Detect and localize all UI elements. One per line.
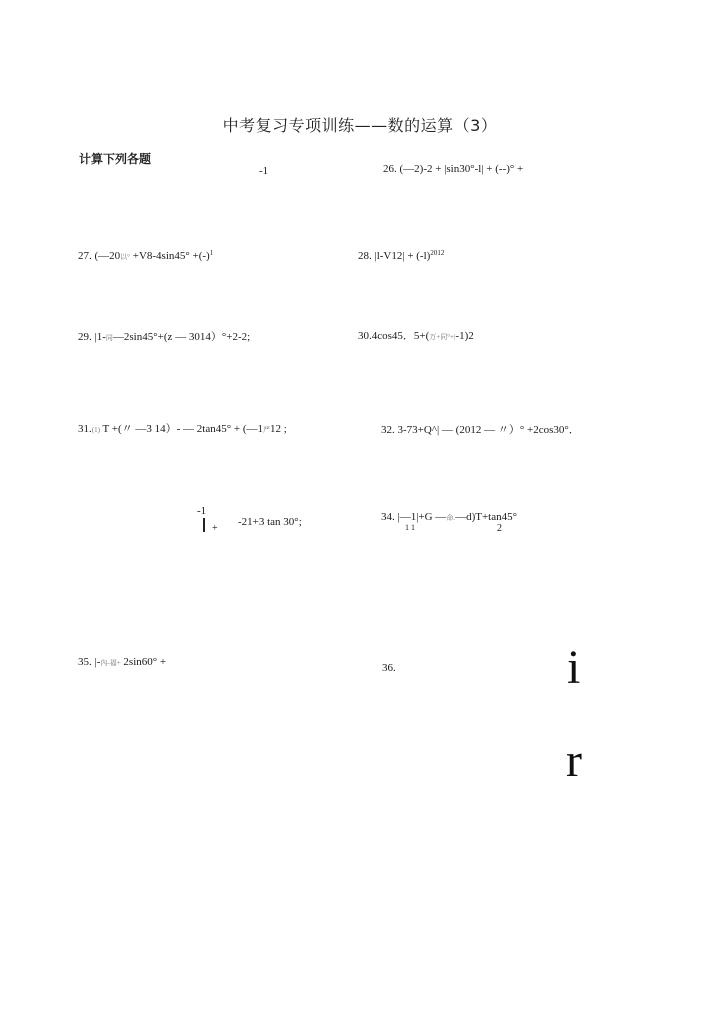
page-title: 中考复习专项训练——数的运算（3） [222,116,498,135]
problem-30-faint4: | [454,333,456,341]
problem-31-faint1: ( [91,426,95,434]
problem-27-sup: 1 [209,249,214,257]
problem-30-b: -1)2 [455,330,474,342]
problem-27-rest: +V8-4sin45° +(-) [132,250,210,262]
problem-28-main: 28. |l-V12| + (-l) [358,250,431,262]
problem-36: 36. [382,662,396,674]
problem-29-b: —2sin45°+(z — 3014）°+2-2; [112,331,251,343]
problem-29-a: 29. |1- [78,331,106,343]
problem-34-b: —d)T+tan45° [455,511,517,523]
large-letter-r: r [566,734,582,787]
problem-33-rest: -21+3 tan 30°; [238,516,302,528]
problem-35-b: 2sin60° + [123,656,167,668]
problem-31-faint4: 严 [263,426,271,434]
stray-neg-one: -1 [259,165,269,177]
problem-29 [78,328,250,344]
problem-32: 32. 3-73+Q^| — (2012 — 〃）° +2cos30°． [381,424,580,436]
problem-34-sub-2: 2 [497,523,502,534]
problem-35-faint1: 內- [100,659,110,667]
problem-31-faint3: ) [97,426,100,434]
problem-33-neg-one: -1 [197,505,207,517]
problem-27 [78,250,213,262]
problem-34 [381,511,517,523]
problem-30-a: 30.4cos45．5+( [358,330,430,342]
problem-30-faint2: 同° [440,333,451,341]
instruction-text: 计算下列各题 [79,152,152,166]
problem-33-plus: + [212,523,218,534]
problem-35-a: 35. |- [78,656,101,668]
problem-34-a: 34. |—1|+G — [381,511,447,523]
problem-30-faint3: + [450,333,454,341]
problem-28 [358,250,444,262]
problem-30 [358,327,474,343]
problem-29-faint: 同 [105,334,113,342]
problem-26: 26. (—2)-2 + |sin30°-l| + (--)° + [383,163,524,175]
problem-31-a: 31. [78,423,92,435]
problem-28-sup: 2012 [430,249,445,257]
problem-27-main: 27. (—20 [78,250,121,262]
problem-31-faint2: 1 [94,426,98,434]
problem-34-faint: 命. [446,514,456,522]
problem-33-bar [203,518,205,532]
problem-34-sub-1: 1 1 [405,523,415,532]
problem-30-faint1: 万+ [429,333,441,341]
problem-35 [78,656,166,668]
problem-31-c: 12 ; [270,423,287,435]
problem-27-faint: 以° [120,253,130,261]
problem-31-b: T +(〃 —3 14）- — 2tan45° + (—1 [102,423,264,435]
problem-31 [78,420,287,436]
large-letter-i: i [567,641,581,694]
problem-35-faint2: 福+ [109,659,121,667]
